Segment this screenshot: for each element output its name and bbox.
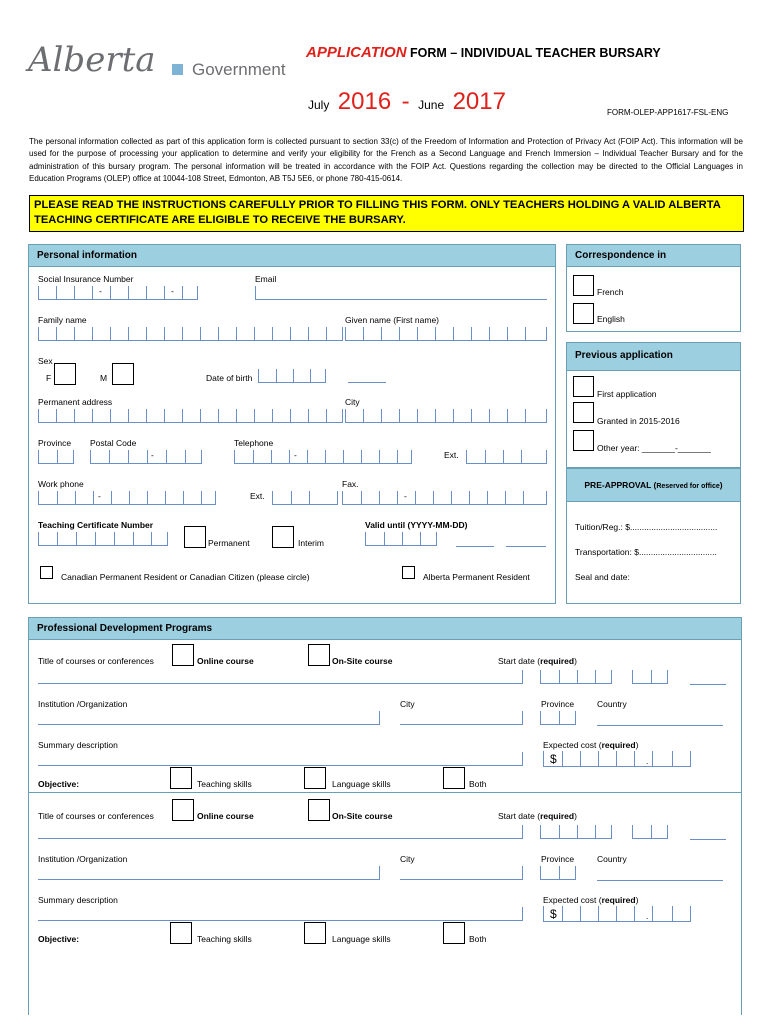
onsite-course-label: On-Site course <box>332 656 393 666</box>
expected-cost-text: Expected cost ( <box>543 895 602 905</box>
ab-resident-label: Alberta Permanent Resident <box>423 572 530 582</box>
country-input[interactable] <box>597 880 723 881</box>
province-label: Province <box>541 854 575 864</box>
month-start: July <box>308 98 330 112</box>
expected-cost-input[interactable] <box>543 906 691 922</box>
course-title-input[interactable] <box>38 825 523 839</box>
warning-banner <box>29 195 744 232</box>
transportation-line: Transportation: $................................. <box>575 547 717 557</box>
work-phone-label: Work phone <box>38 479 84 489</box>
work-ext-input[interactable] <box>272 491 338 505</box>
onsite-course-label: On-Site course <box>332 811 393 821</box>
institution-label: Institution /Organization <box>38 699 128 709</box>
start-date-year-input[interactable] <box>540 670 612 684</box>
postal-code-dash: - <box>151 450 154 460</box>
sex-label: Sex <box>38 356 53 366</box>
start-date-text: Start date ( <box>498 811 541 821</box>
telephone-dash: - <box>294 450 297 460</box>
city-input[interactable] <box>345 409 547 423</box>
start-date-label <box>498 811 577 821</box>
valid-until-label: Valid until (YYYY-MM-DD) <box>365 520 468 530</box>
preapproval-heading-close: ) <box>719 480 723 490</box>
language-skills-label: Language skills <box>332 934 391 944</box>
expected-cost-required: required <box>601 740 636 750</box>
decimal-point: . <box>646 756 649 766</box>
online-course-checkbox[interactable] <box>172 799 194 821</box>
language-skills-checkbox[interactable] <box>304 767 326 789</box>
fax-dash: - <box>404 491 407 501</box>
both-label: Both <box>469 934 487 944</box>
french-checkbox[interactable] <box>573 275 594 296</box>
expected-cost-input[interactable] <box>543 751 691 767</box>
granted-label: Granted in 2015-2016 <box>597 416 680 426</box>
other-year-checkbox[interactable] <box>573 430 594 451</box>
cert-number-label: Teaching Certificate Number <box>38 520 154 530</box>
postal-code-input[interactable] <box>90 450 202 464</box>
canadian-checkbox[interactable] <box>40 566 53 579</box>
year-end: 2017 <box>452 88 506 115</box>
english-label: English <box>597 314 625 324</box>
language-skills-checkbox[interactable] <box>304 922 326 944</box>
sin-dash-1: - <box>99 286 102 296</box>
dob-day-input[interactable] <box>348 382 386 383</box>
start-date-label <box>498 656 577 666</box>
country-label: Country <box>597 699 627 709</box>
correspondence-heading: Correspondence in <box>567 245 740 267</box>
online-course-label: Online course <box>197 656 254 666</box>
email-label: Email <box>255 274 277 284</box>
expected-cost-text: Expected cost ( <box>543 740 602 750</box>
summary-input[interactable] <box>38 752 523 766</box>
telephone-input[interactable] <box>234 450 412 464</box>
fax-input[interactable] <box>342 491 547 505</box>
personal-info-heading: Personal information <box>29 245 555 267</box>
country-label: Country <box>597 854 627 864</box>
teaching-skills-label: Teaching skills <box>197 779 252 789</box>
sex-m-label: M <box>100 373 108 383</box>
granted-checkbox[interactable] <box>573 402 594 423</box>
sex-f-checkbox[interactable] <box>54 363 76 385</box>
interim-checkbox[interactable] <box>272 526 294 548</box>
fax-label: Fax. <box>342 479 359 489</box>
course-title-label: Title of courses or conferences <box>38 811 154 821</box>
warning-text: PLEASE READ THE INSTRUCTIONS CAREFULLY PRIOR TO FILLING THIS FORM. ONLY TEACHERS HOLDING A VALID ALBERTA TEACHING CERTIFICATE ARE ELIGIBLE TO RECEIVE THE BURSARY. <box>34 199 721 226</box>
preapproval-heading-text: PRE-APPROVAL ( <box>584 480 657 490</box>
preapproval-heading <box>567 469 740 502</box>
city-input[interactable] <box>400 866 523 880</box>
city-label: City <box>400 854 415 864</box>
province-label: Province <box>38 438 72 448</box>
both-checkbox[interactable] <box>443 922 465 944</box>
french-label: French <box>597 287 624 297</box>
sin-dash-2: - <box>171 286 174 296</box>
given-name-label: Given name (First name) <box>345 315 439 325</box>
expected-cost-required: required <box>601 895 636 905</box>
both-label: Both <box>469 779 487 789</box>
telephone-label: Telephone <box>234 438 274 448</box>
province-input[interactable] <box>540 711 576 725</box>
family-name-label: Family name <box>38 315 87 325</box>
privacy-notice: The personal information collected as part of this application form is collected pursuant to section 33(c) of the Freedom of Information and Protection of Privacy Act (FOIP Act). This information will be used for the purpose of processing your application to determine and verify your eligibility for the French as a Second Language and French Immersion – Individual Teacher Bursary and for the administration of this bursary program. The personal information will be treated in accordance with the FOIP Act. Questions regarding the collection may be directed to the Official Languages in Education Programs (OLEP) office at 10044-108 Street, Edmonton, AB T5J 5E6, or phone 780-415-0614. <box>29 137 743 184</box>
start-date-month-input[interactable] <box>632 825 668 839</box>
teaching-skills-label: Teaching skills <box>197 934 252 944</box>
online-course-checkbox[interactable] <box>172 644 194 666</box>
postal-code-label: Postal Code <box>90 438 137 448</box>
objective-label: Objective: <box>38 779 80 789</box>
start-date-close: ) <box>574 656 577 666</box>
start-date-text: Start date ( <box>498 656 541 666</box>
decimal-point: . <box>646 911 649 921</box>
permanent-address-label: Permanent address <box>38 397 113 407</box>
tuition-line: Tuition/Reg.: $..................................... <box>575 522 718 532</box>
seal-date-label: Seal and date: <box>575 572 630 582</box>
work-phone-dash: - <box>98 491 101 501</box>
institution-input[interactable] <box>38 711 380 725</box>
city-label: City <box>345 397 360 407</box>
alberta-logo <box>28 38 298 90</box>
cert-number-input[interactable] <box>38 532 168 546</box>
onsite-course-checkbox[interactable] <box>308 644 330 666</box>
dollar-sign: $ <box>550 752 557 766</box>
both-checkbox[interactable] <box>443 767 465 789</box>
given-name-input[interactable] <box>345 327 547 341</box>
summary-label: Summary description <box>38 740 118 750</box>
permanent-address-input[interactable] <box>38 409 343 423</box>
telephone-ext-label: Ext. <box>444 450 459 460</box>
start-date-day-input[interactable] <box>690 839 726 840</box>
form-title-application: APPLICATION <box>306 44 407 61</box>
previous-application-heading: Previous application <box>567 343 740 371</box>
province-input[interactable] <box>540 866 576 880</box>
course-title-label: Title of courses or conferences <box>38 656 154 666</box>
expected-cost-label <box>543 895 638 905</box>
country-input[interactable] <box>597 725 723 726</box>
onsite-course-checkbox[interactable] <box>308 799 330 821</box>
valid-until-year-input[interactable] <box>365 532 437 546</box>
start-date-year-input[interactable] <box>540 825 612 839</box>
summary-input[interactable] <box>38 907 523 921</box>
ab-resident-checkbox[interactable] <box>402 566 415 579</box>
pd-heading: Professional Development Programs <box>29 618 741 640</box>
logo-government: Government <box>192 60 286 79</box>
form-title-rest: FORM – INDIVIDUAL TEACHER BURSARY <box>406 46 661 60</box>
other-year-label: Other year: _______-_______ <box>597 443 711 453</box>
valid-until-month-input[interactable] <box>456 546 494 547</box>
teaching-skills-checkbox[interactable] <box>170 767 192 789</box>
start-date-day-input[interactable] <box>690 684 726 685</box>
year-dash: - <box>401 88 410 115</box>
institution-label: Institution /Organization <box>38 854 128 864</box>
expected-cost-close: ) <box>635 895 639 905</box>
province-input[interactable] <box>38 450 74 464</box>
start-date-required: required <box>540 656 575 666</box>
valid-until-day-input[interactable] <box>506 546 546 547</box>
objective-label: Objective: <box>38 934 80 944</box>
family-name-input[interactable] <box>38 327 343 341</box>
logo-square <box>172 64 183 75</box>
form-code: FORM-OLEP-APP1617-FSL-ENG <box>607 108 729 117</box>
city-input[interactable] <box>400 711 523 725</box>
work-ext-label: Ext. <box>250 491 265 501</box>
english-checkbox[interactable] <box>573 303 594 324</box>
sex-f-label: F <box>46 373 52 383</box>
work-phone-input[interactable] <box>38 491 216 505</box>
pd-divider <box>29 792 741 793</box>
preapproval-heading-small: Reserved for office <box>656 483 720 490</box>
sin-label: Social Insurance Number <box>38 274 134 284</box>
start-date-required: required <box>540 811 575 821</box>
form-title <box>306 44 661 61</box>
language-skills-label: Language skills <box>332 779 391 789</box>
course-title-input[interactable] <box>38 670 523 684</box>
email-input[interactable] <box>255 286 547 300</box>
sin-input[interactable] <box>38 286 198 300</box>
expected-cost-label <box>543 740 638 750</box>
province-label: Province <box>541 699 575 709</box>
teaching-skills-checkbox[interactable] <box>170 922 192 944</box>
dollar-sign: $ <box>550 907 557 921</box>
summary-label: Summary description <box>38 895 118 905</box>
first-application-label: First application <box>597 389 657 399</box>
month-end: June <box>418 98 445 112</box>
expected-cost-close: ) <box>635 740 639 750</box>
institution-input[interactable] <box>38 866 380 880</box>
sex-m-checkbox[interactable] <box>112 363 134 385</box>
canadian-label: Canadian Permanent Resident or Canadian Citizen (please circle) <box>61 572 310 582</box>
interim-label: Interim <box>298 538 324 548</box>
telephone-ext-input[interactable] <box>466 450 547 464</box>
program-years <box>308 88 506 116</box>
city-label: City <box>400 699 415 709</box>
permanent-checkbox[interactable] <box>184 526 206 548</box>
logo-wordmark: Alberta <box>28 40 156 80</box>
online-course-label: Online course <box>197 811 254 821</box>
dob-label: Date of birth <box>206 373 253 383</box>
start-date-month-input[interactable] <box>632 670 668 684</box>
first-application-checkbox[interactable] <box>573 376 594 397</box>
year-start: 2016 <box>337 88 392 115</box>
permanent-label: Permanent <box>208 538 250 548</box>
dob-input[interactable] <box>258 369 326 383</box>
start-date-close: ) <box>574 811 577 821</box>
